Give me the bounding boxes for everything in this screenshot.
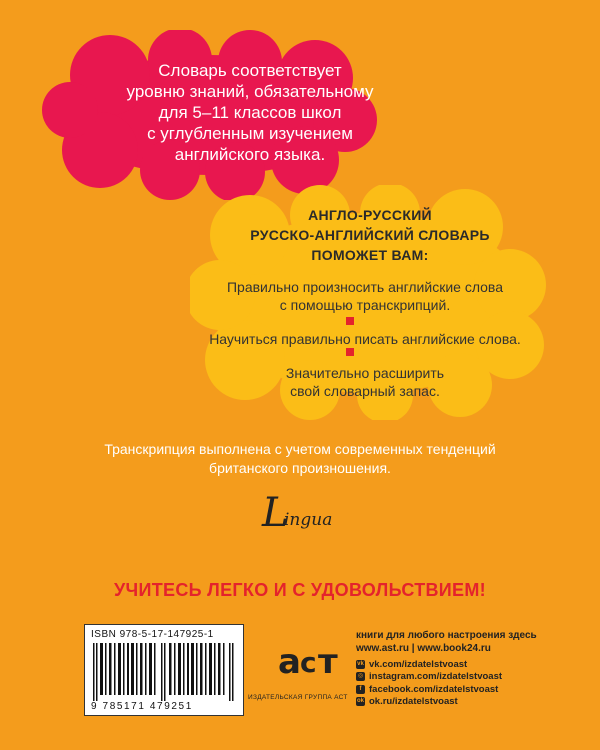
bullet-square [346, 317, 354, 325]
slogan: книги для любого настроения здесь [356, 630, 537, 641]
social-link-ok[interactable] [356, 696, 502, 708]
ast-letter: а [278, 642, 301, 682]
benefit-line: Научиться правильно писать английские слова. [209, 331, 521, 347]
isbn-block [84, 624, 244, 716]
website-links[interactable]: www.ast.ru | www.book24.ru [356, 643, 491, 654]
publisher-name: ИЗДАТЕЛЬСКАЯ ГРУППА АСТ [248, 694, 348, 701]
ast-letter: т [318, 642, 338, 682]
heading-line: ПОМОЖЕТ ВАМ: [311, 247, 429, 263]
vk-icon: vk [357, 660, 364, 667]
benefit-vocabulary [200, 364, 530, 400]
instagram-icon: ◎ [357, 673, 364, 679]
red-cloud-line: английского языка. [174, 145, 326, 164]
benefit-line: свой словарный запас. [290, 383, 440, 399]
bullet-square [346, 348, 354, 356]
red-cloud-text [100, 60, 400, 165]
social-link-text: facebook.com/izdatelstvoast [369, 683, 499, 695]
social-links [356, 658, 502, 708]
transcription-note [60, 440, 540, 478]
ast-logo [278, 642, 338, 684]
social-link-text: instagram.com/izdatelstvoast [369, 671, 503, 682]
lingua-logo [262, 490, 352, 540]
lingua-word: ingua [284, 510, 333, 530]
benefit-pronunciation [200, 278, 530, 314]
tagline: УЧИТЕСЬ ЛЕГКО И С УДОВОЛЬСТВИЕМ! [114, 580, 486, 600]
transcription-line: Транскрипция выполнена с учетом современных тенденций [104, 441, 496, 457]
red-cloud-line: для 5–11 классов школ [158, 103, 342, 122]
benefit-line: Значительно расширить [285, 365, 445, 381]
isbn-digits: 9 785171 479251 [91, 701, 193, 712]
red-cloud-line: уровню знаний, обязательному [126, 82, 374, 101]
lingua-initial: L [262, 490, 289, 536]
barcode-icon [91, 643, 239, 701]
red-cloud-line: Словарь соответствует [158, 61, 342, 80]
heading-line: РУССКО-АНГЛИЙСКИЙ СЛОВАРЬ [250, 227, 490, 243]
red-cloud-line: с углубленным изучением [147, 124, 353, 143]
benefit-line: с помощью транскрипций. [279, 297, 451, 313]
benefit-spelling [200, 330, 530, 348]
transcription-line: британского произношения. [209, 460, 391, 476]
social-link-text: ok.ru/izdatelstvoast [369, 696, 458, 707]
social-link-instagram[interactable] [356, 671, 502, 683]
ok-icon: ok [356, 698, 364, 704]
social-link-text: vk.com/izdatelstvoast [369, 658, 468, 670]
social-link-facebook[interactable] [356, 683, 502, 695]
heading-line: АНГЛО-РУССКИЙ [308, 207, 432, 223]
facebook-icon: f [356, 685, 365, 694]
dictionary-heading [215, 205, 525, 265]
benefit-line: Правильно произносить английские слова [226, 279, 503, 295]
social-link-vk[interactable] [356, 658, 502, 670]
ast-letter: с [300, 646, 317, 679]
isbn-label: ISBN 978-5-17-147925-1 [91, 629, 214, 640]
